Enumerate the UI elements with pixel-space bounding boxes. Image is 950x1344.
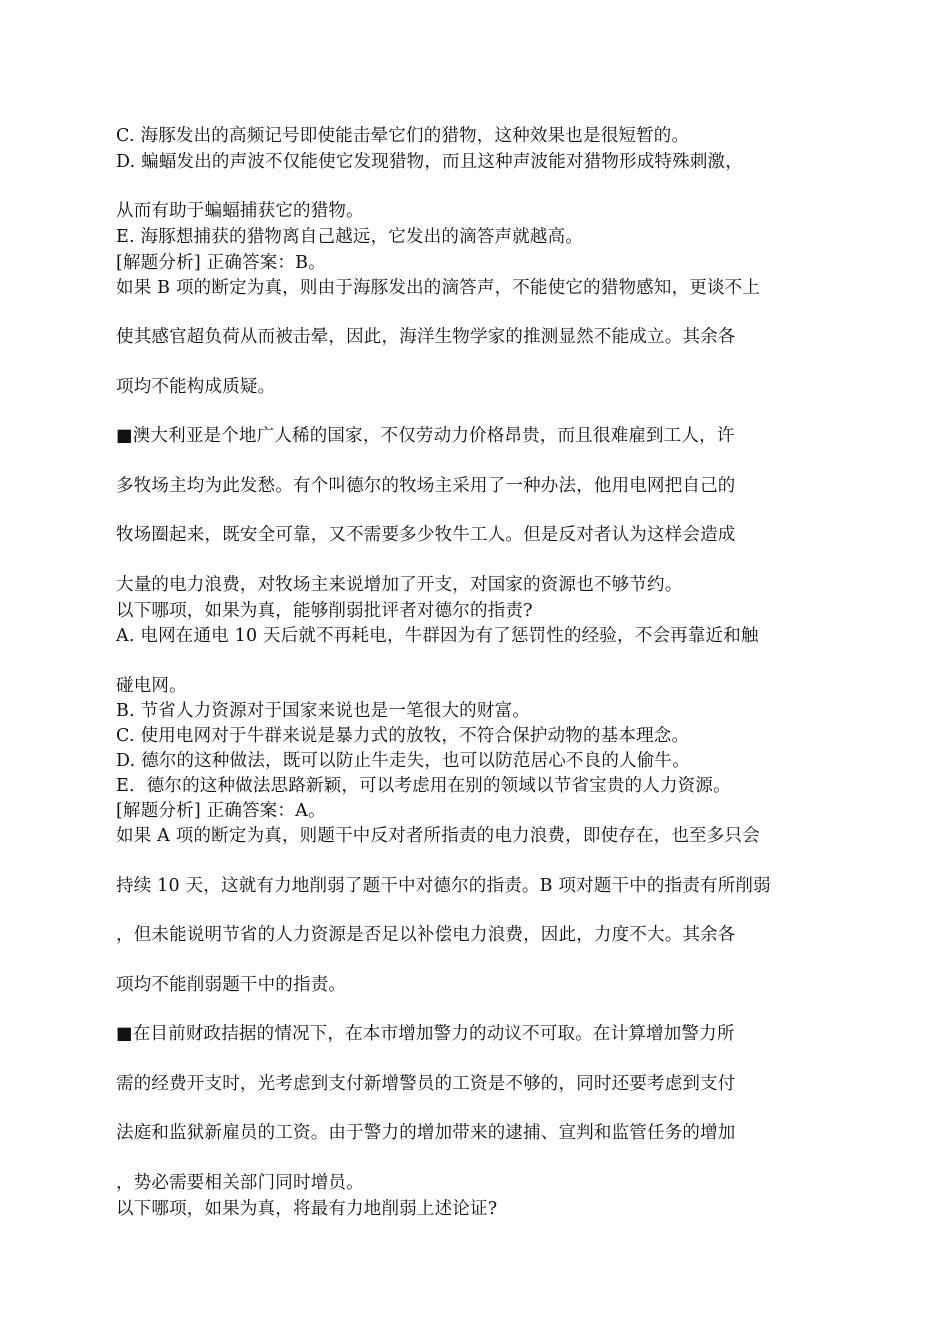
text-line-question-stem: ■澳大利亚是个地广人稀的国家，不仅劳动力价格昂贵，而且很难雇到工人，许: [116, 426, 735, 446]
text-line-option-c: C. 使用电网对于牛群来说是暴力式的放牧，不符合保护动物的基本理念。: [116, 726, 690, 746]
text-line-question-stem: 大量的电力浪费，对牧场主来说增加了开支，对国家的资源也不够节约。: [116, 575, 683, 595]
text-line-question-stem: 法庭和监狱新雇员的工资。由于警力的增加带来的逮捕、宣判和监管任务的增加: [116, 1123, 736, 1143]
text-line-question-stem: ■在目前财政拮据的情况下，在本市增加警力的动议不可取。在计算增加警力所: [116, 1024, 735, 1044]
text-line-analysis: 持续 10 天，这就有力地削弱了题干中对德尔的指责。B 项对题干中的指责有所削弱: [116, 876, 771, 896]
text-line-question-stem: ，势必需要相关部门同时增员。: [116, 1173, 364, 1193]
text-line-option-d: D. 蝙蝠发出的声波不仅能使它发现猎物，而且这种声波能对猎物形成特殊刺激，: [116, 152, 743, 172]
text-line-option-d-cont: 从而有助于蝙蝠捕获它的猎物。: [116, 201, 364, 221]
text-line-analysis: 如果 A 项的断定为真，则题干中反对者所指责的电力浪费，即使存在，也至多只会: [116, 826, 760, 846]
text-line-option-c: C. 海豚发出的高频记号即使能击晕它们的猎物，这种效果也是很短暂的。: [116, 126, 690, 146]
text-line-option-a-cont: 碰电网。: [116, 676, 187, 696]
text-line-question-prompt: 以下哪项，如果为真，能够削弱批评者对德尔的指责?: [116, 601, 533, 621]
text-line-analysis-label: [解题分析] 正确答案：A。: [116, 801, 326, 821]
text-line-option-e: E．德尔的这种做法思路新颖，可以考虑用在别的领域以节省宝贵的人力资源。: [116, 776, 731, 796]
text-line-analysis: 使其感官超负荷从而被击晕，因此，海洋生物学家的推测显然不能成立。其余各: [116, 327, 736, 347]
text-line-analysis-label: [解题分析] 正确答案：B。: [116, 253, 326, 273]
text-line-question-stem: 牧场圈起来，既安全可靠，又不需要多少牧牛工人。但是反对者认为这样会造成: [116, 525, 736, 545]
text-line-question-stem: 需的经费开支时，光考虑到支付新增警员的工资是不够的，同时还要考虑到支付: [116, 1074, 736, 1094]
text-line-question-stem: 多牧场主均为此发愁。有个叫德尔的牧场主采用了一种办法，他用电网把自己的: [116, 476, 736, 496]
text-line-option-a: A. 电网在通电 10 天后就不再耗电，牛群因为有了惩罚性的经验，不会再靠近和触: [116, 626, 759, 646]
text-line-analysis: 项均不能削弱题干中的指责。: [116, 975, 347, 995]
text-line-analysis: ，但未能说明节省的人力资源是否足以补偿电力浪费，因此，力度不大。其余各: [116, 925, 736, 945]
text-line-analysis: 如果 B 项的断定为真，则由于海豚发出的滴答声，不能使它的猎物感知，更谈不上: [116, 278, 761, 298]
text-line-question-prompt: 以下哪项，如果为真，将最有力地削弱上述论证?: [116, 1199, 498, 1219]
text-line-option-b: B. 节省人力资源对于国家来说也是一笔很大的财富。: [116, 701, 530, 721]
text-line-analysis: 项均不能构成质疑。: [116, 377, 276, 397]
text-line-option-e: E. 海豚想捕获的猎物离自己越远，它发出的滴答声就越高。: [116, 227, 583, 247]
text-line-option-d: D. 德尔的这种做法，既可以防止牛走失，也可以防范居心不良的人偷牛。: [116, 751, 690, 771]
